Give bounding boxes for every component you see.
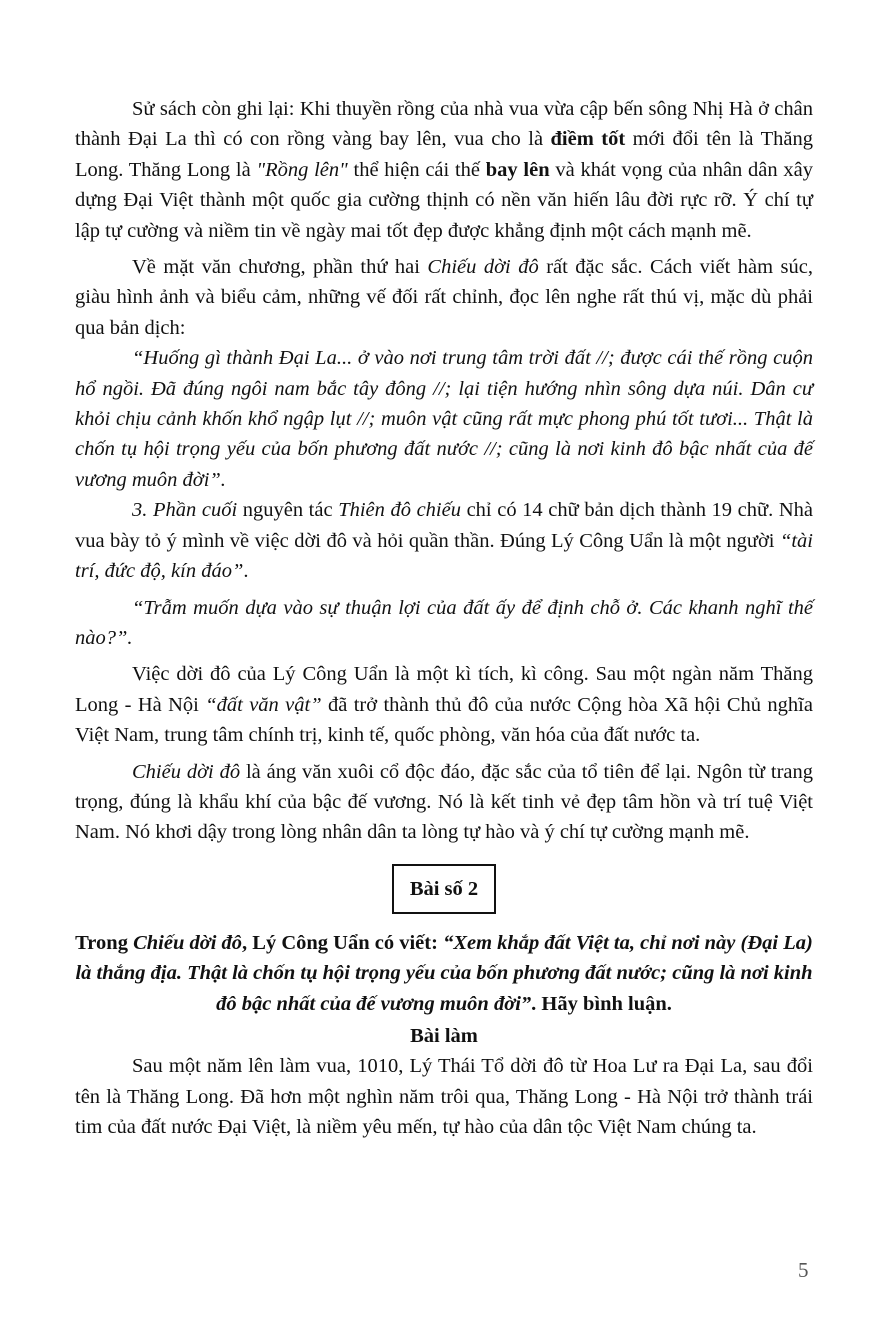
italic-text: Chiếu dời đô (132, 760, 241, 783)
text-run: Việc dời đô của Lý Công Uẩn là một kì tích, kì công. Sau một ngàn năm Thăng Long - Hà Nội (75, 663, 813, 716)
italic-text: Chiếu dời đô (133, 931, 243, 954)
text-run: nguyên tác (237, 499, 339, 522)
page-number: 5 (798, 1258, 809, 1282)
text-run: là áng văn xuôi cổ độc đáo, đặc sắc của tổ tiên để lại. Ngôn từ trang trọng, đúng là khẩu khí của bậc đế vương. Nó là kết tinh vẻ đẹp tâm hồn và trí tuệ Việt Nam. Nó khơi dậy trong lòng nhân dân ta lòng tự hào và ý chí tự cường mạnh mẽ. (75, 760, 813, 844)
text-run: . Hãy bình luận. (531, 992, 672, 1015)
bold-text: điềm tốt (550, 128, 626, 151)
quote-dai-la (75, 343, 813, 495)
text-run: Sử sách còn ghi lại: Khi thuyền rồng của nhà vua vừa cập bến sông Nhị Hà ở chân thành Đại La thì có con rồng vàng bay lên, vua cho là (75, 98, 813, 151)
italic-text: “Huống gì thành Đại La... ở vào nơi trung tâm trời đất //; được cái thế rồng cuộn hổ ngồi. Đã đúng ngôi nam bắc tây đông //; lại tiện hướng nhìn sông dựa núi. Dân cư khỏi chịu cảnh khốn khổ ngập lụt //; muôn vật cũng rất mực phong phú tốt tươi... Thật là chốn tụ hội trọng yếu của bốn phương đất nước //; cũng là nơi kinh đô bậc nhất của đế vương muôn đời”. (75, 347, 813, 491)
document-body (75, 94, 813, 1143)
text-run: và khát vọng của nhân dân xây dựng Đại Việt thành một quốc gia cường thịnh có nền văn hiến lâu đời rực rỡ. Ý chí tự lập tự cường và niềm tin về ngày mai tốt đẹp được khẳng định một cách mạnh mẽ. (75, 158, 813, 242)
text-run: mới đổi tên là Thăng Long. Thăng Long là (75, 128, 813, 181)
essay-prompt (75, 928, 813, 1019)
paragraph-conclusion (75, 757, 813, 848)
paragraph-history (75, 94, 813, 246)
italic-text: Chiếu dời đô (427, 256, 539, 279)
italic-text: “Trẫm muốn dựa vào sự thuận lợi của đất ấy để định chỗ ở. Các khanh nghĩ thế nào?”. (75, 596, 813, 649)
essay-subtitle: Bài làm (410, 1024, 478, 1047)
text-run: thể hiện cái thế (347, 158, 486, 181)
italic-text: Thiên đô chiếu (338, 499, 461, 522)
section-box-label: Bài số 2 (392, 864, 496, 914)
paragraph-essay-intro: Sau một năm lên làm vua, 1010, Lý Thái Tổ dời đô từ Hoa Lư ra Đại La, sau đổi tên là Thăng Long. Đã hơn một nghìn năm trôi qua, Thăng Long - Hà Nội trở thành trái tim của đất nước Đại Việt, là niềm yêu mến, tự hào của dân tộc Việt Nam chúng ta. (75, 1055, 813, 1139)
text-run: chỉ có 14 chữ bản dịch thành 19 chữ. Nhà vua bày tỏ ý mình về việc dời đô và hỏi quần thần. Đúng Lý Công Uẩn là một người (75, 499, 813, 552)
text-run: , Lý Công Uẩn có viết: (242, 931, 444, 954)
text-run: đã trở thành thủ đô của nước Cộng hòa Xã hội Chủ nghĩa Việt Nam, trung tâm chính trị, kinh tế, quốc phòng, văn hóa của đất nước ta. (75, 693, 813, 747)
paragraph-literary (75, 252, 813, 343)
quote-tram (75, 593, 813, 654)
text-run: . (243, 560, 249, 583)
paragraph-part-three (75, 495, 813, 586)
bold-text: bay lên (485, 158, 550, 181)
italic-text: “tài trí, đức độ, kín đáo” (75, 529, 813, 583)
italic-text: “đất văn vật” (205, 693, 322, 716)
italic-text: "Rồng lên" (256, 158, 348, 181)
text-run: Trong (75, 931, 134, 954)
paragraph-capital (75, 659, 813, 750)
italic-text: 3. Phần cuối (132, 499, 238, 522)
section-heading (75, 864, 813, 914)
text-run: Về mặt văn chương, phần thứ hai (132, 256, 428, 279)
italic-text: “Xem khắp đất Việt ta, chỉ nơi này (Đại La) là thắng địa. Thật là chốn tụ hội trọng yếu của bốn phương đất nước; cũng là nơi kinh đô bậc nhất của đế vương muôn đời” (75, 931, 813, 1015)
text-run: rất đặc sắc. Cách viết hàm súc, giàu hình ảnh và biểu cảm, những vế đối rất chỉnh, đọc lên nghe rất thú vị, mặc dù phải qua bản dịch: (75, 256, 813, 339)
